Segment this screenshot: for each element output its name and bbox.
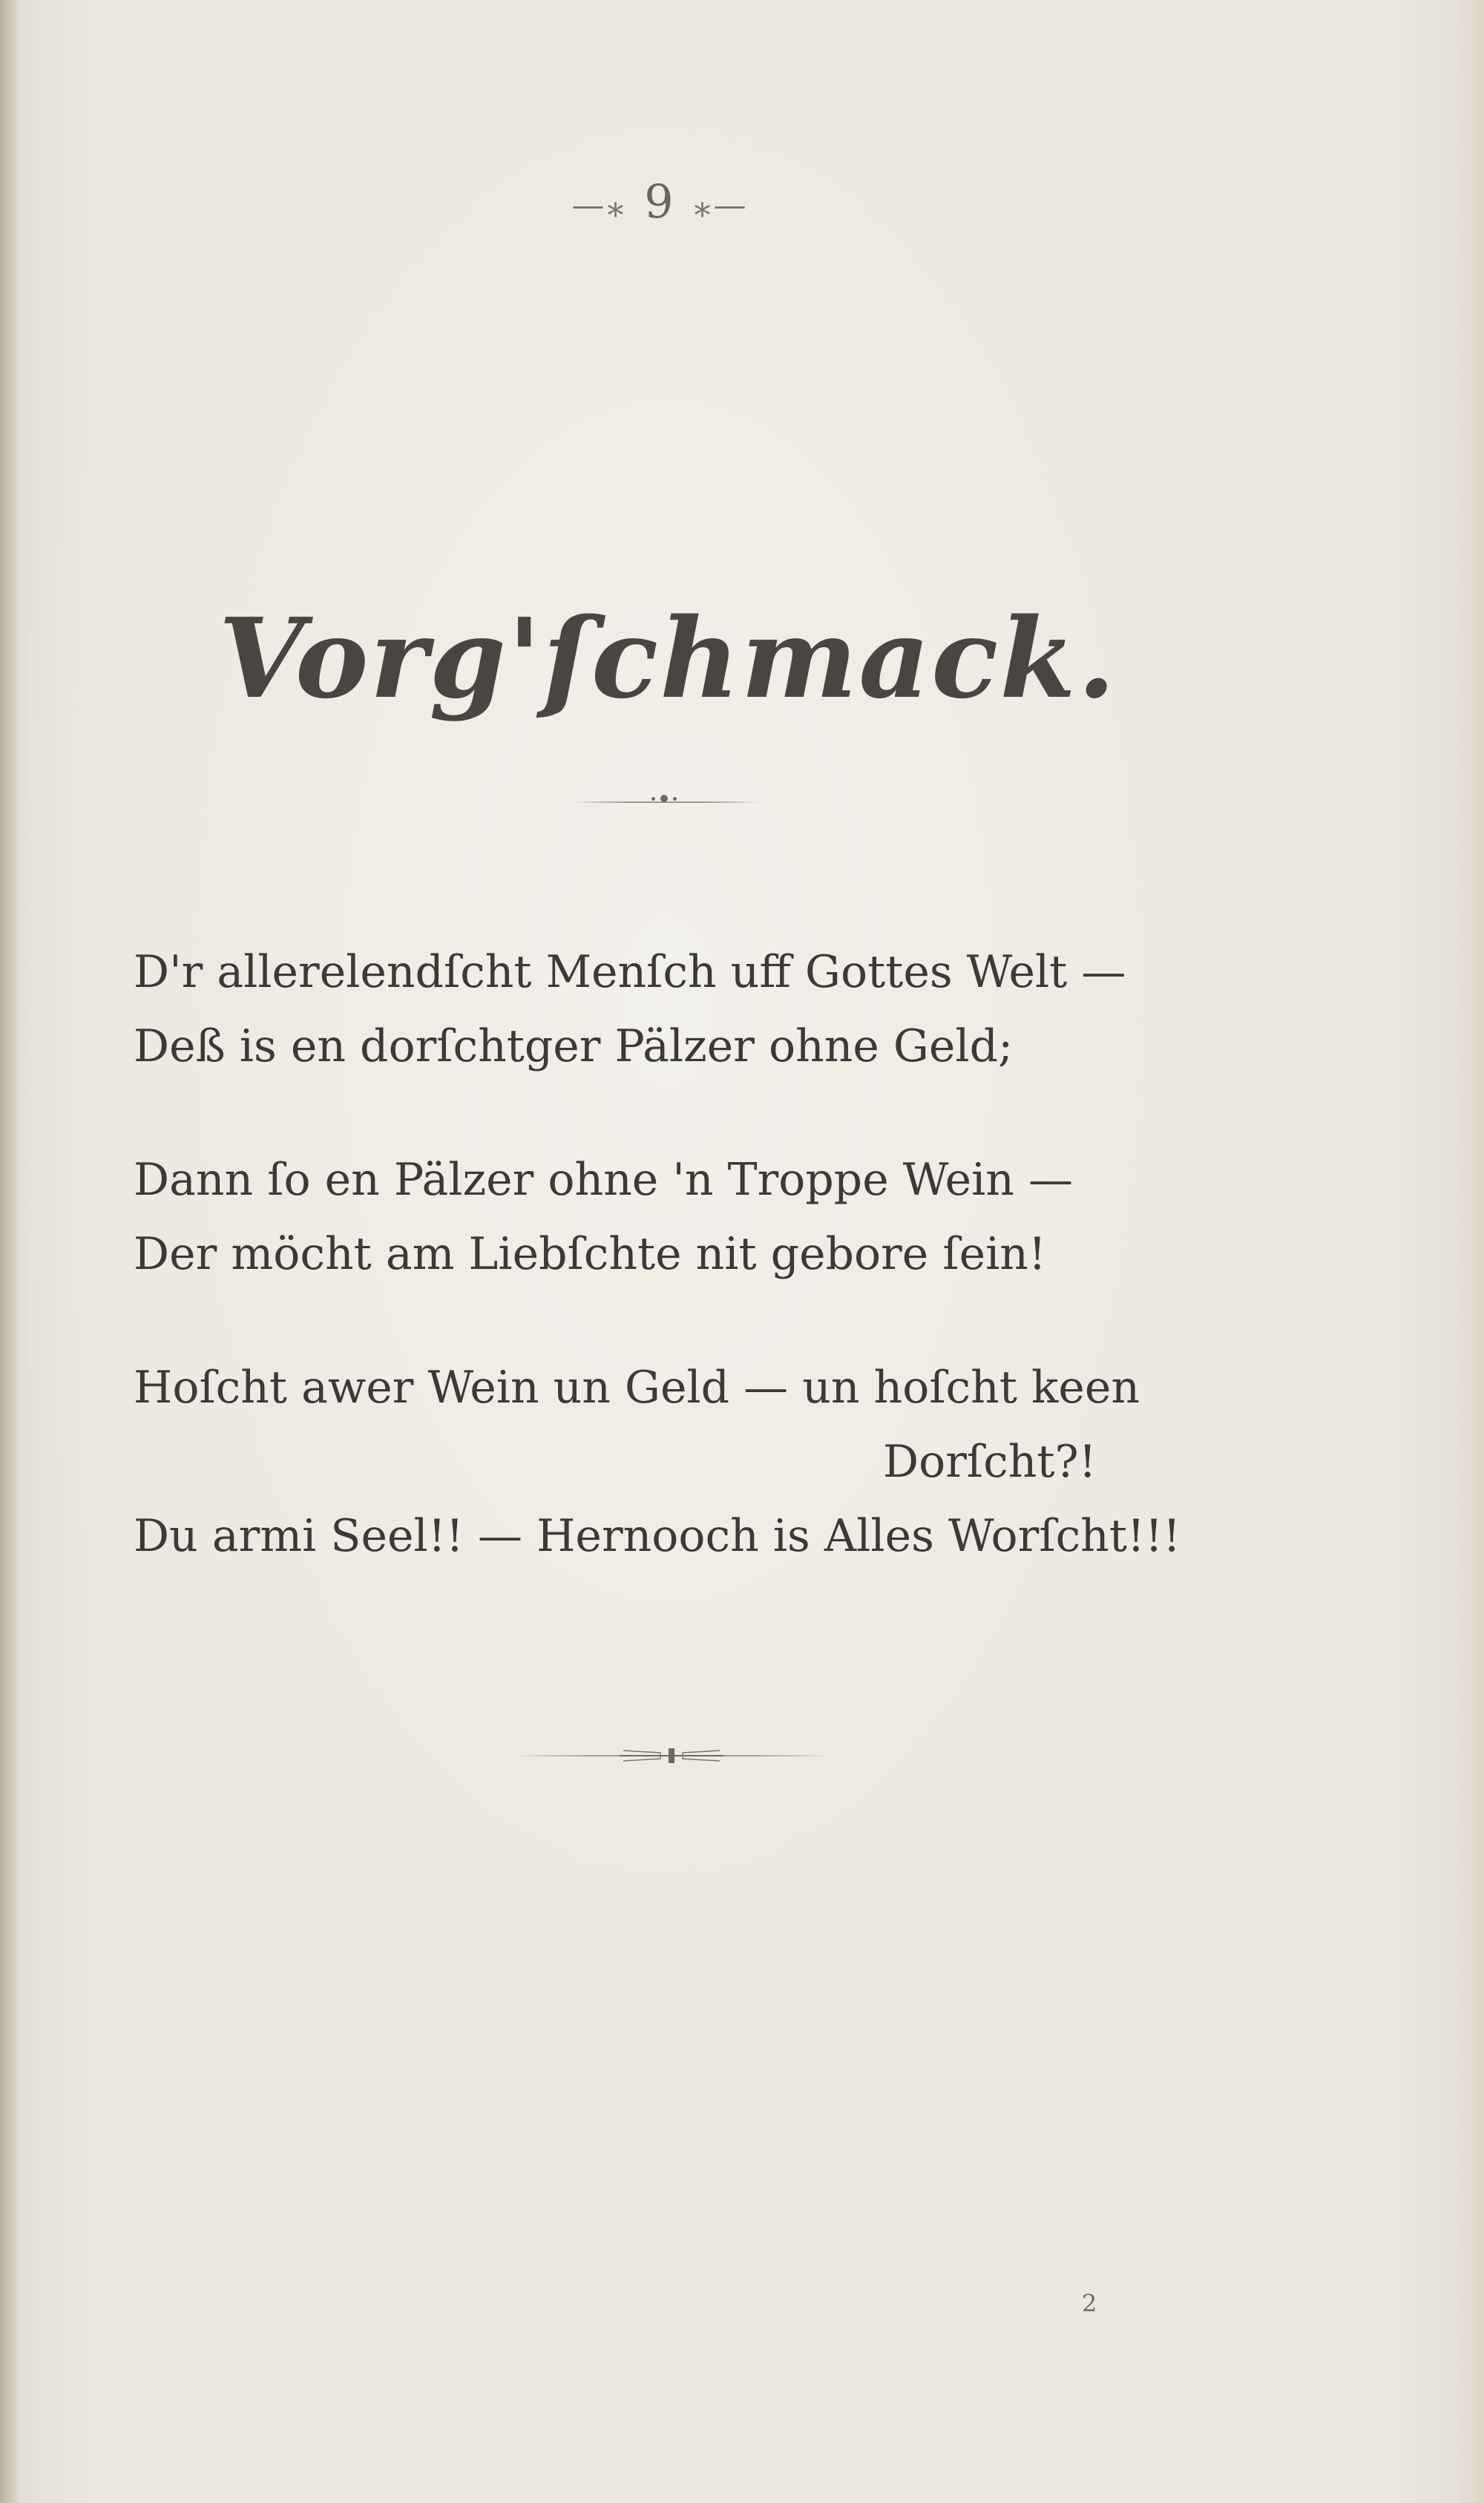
header-ornament-right: ⁎— xyxy=(694,186,749,225)
page-header xyxy=(0,174,1321,229)
end-ornament-icon xyxy=(616,1744,727,1768)
stanza-gap xyxy=(134,1083,1247,1143)
poem-line: Dann ſo en Pälzer ohne 'n Troppe Wein — xyxy=(134,1154,1073,1206)
poem-line: Deß is en dorſchtger Pälzer ohne Geld; xyxy=(134,1020,1014,1072)
poem-line: D'r allerelendſcht Menſch uff Gottes Welt — xyxy=(134,946,1126,998)
poem-line: Der möcht am Liebſchte nit gebore ſein! xyxy=(134,1228,1047,1280)
poem-title: Vorg'ſchmack. xyxy=(218,594,1117,723)
page-number: 9 xyxy=(644,174,677,229)
signature-mark: 2 xyxy=(1082,2289,1097,2317)
divider-dot xyxy=(660,795,668,802)
poem-line-continuation: Dorſcht?! xyxy=(883,1436,1097,1488)
poem-line: Du armi Seel!! — Hernooch is Alles Worſcht!!! xyxy=(134,1510,1181,1562)
poem-line: Hoſcht awer Wein un Geld — un hoſcht keen xyxy=(134,1362,1140,1414)
binding-shadow xyxy=(0,0,19,2503)
stanza-gap xyxy=(134,1291,1247,1351)
header-ornament-left: —⁎ xyxy=(571,186,627,225)
poem-body xyxy=(134,935,1247,1573)
divider-dot xyxy=(651,797,655,801)
divider-dot xyxy=(673,797,677,801)
